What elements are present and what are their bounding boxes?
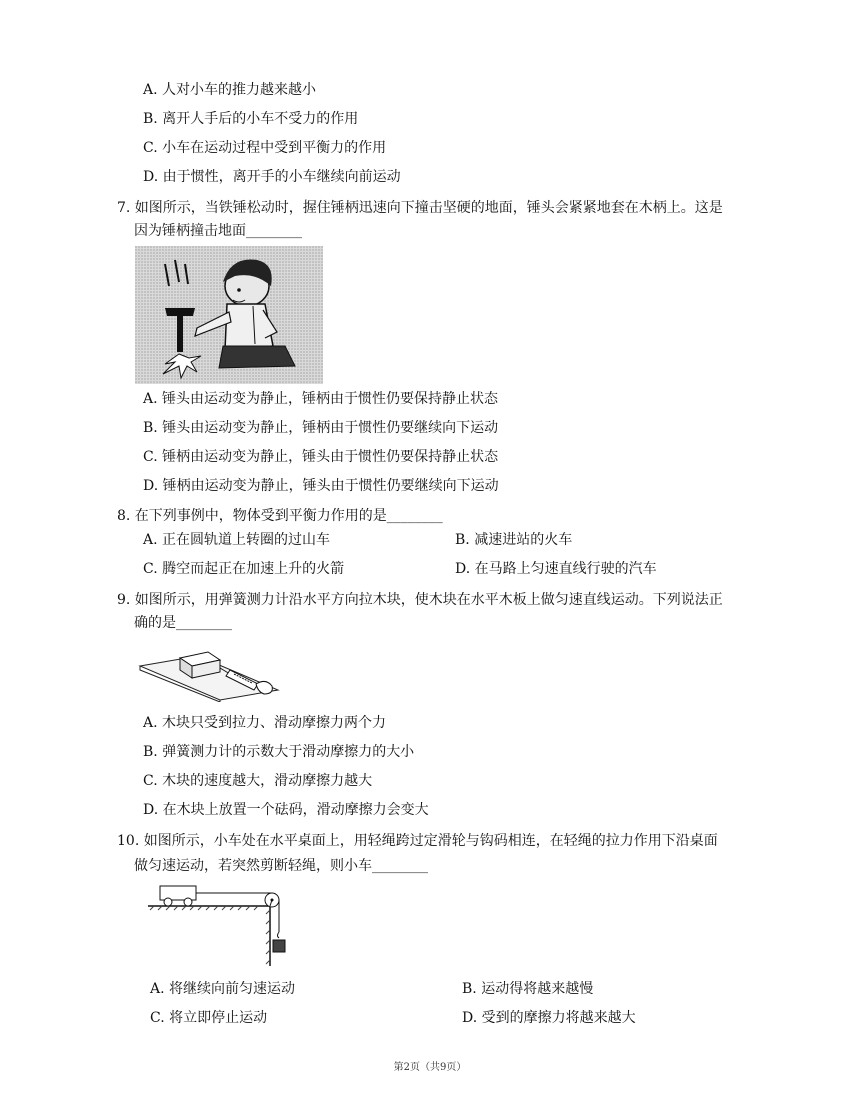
q10-option-c: C. 将立即停止运动 <box>150 1010 268 1026</box>
q10-option-d: D. 受到的摩擦力将越来越大 <box>462 1010 636 1026</box>
q9-option-b: B. 弹簧测力计的示数大于滑动摩擦力的大小 <box>143 744 415 760</box>
q6-option-b: B. 离开人手后的小车不受力的作用 <box>143 111 359 127</box>
page-footer: 第2页（共9页） <box>393 1062 467 1073</box>
q7-option-c: C. 锤柄由运动变为静止，锤头由于惯性仍要保持静止状态 <box>143 449 499 465</box>
q8-stem: 8. 在下列事例中，物体受到平衡力作用的是________ <box>117 508 443 524</box>
q8-option-b: B. 减速进站的火车 <box>455 532 573 548</box>
q10-stem-line2: 做匀速运动，若突然剪断轻绳，则小车________ <box>134 858 428 874</box>
q6-option-a: A. 人对小车的推力越来越小 <box>143 82 317 98</box>
spring-scale-figure <box>138 638 280 702</box>
q6-option-d: D. 由于惯性，离开手的小车继续向前运动 <box>143 169 401 185</box>
q7-stem-line1: 7. 如图所示，当铁锤松动时，握住锤柄迅速向下撞击坚硬的地面，锤头会紧紧地套在木柄上。这是 <box>117 200 723 216</box>
q6-option-c: C. 小车在运动过程中受到平衡力的作用 <box>143 140 387 156</box>
q7-option-b: B. 锤头由运动变为静止，锤柄由于惯性仍要继续向下运动 <box>143 420 499 436</box>
q10-stem-line1: 10. 如图所示，小车处在水平桌面上，用轻绳跨过定滑轮与钩码相连，在轻绳的拉力作用下沿桌面 <box>117 833 718 849</box>
q9-stem-line2: 确的是________ <box>134 615 232 631</box>
q10-option-b: B. 运动得将越来越慢 <box>462 981 594 997</box>
q9-stem-line1: 9. 如图所示，用弹簧测力计沿水平方向拉木块，使木块在水平木板上做匀速直线运动。下列说法正 <box>117 592 723 608</box>
q9-option-c: C. 木块的速度越大，滑动摩擦力越大 <box>143 773 373 789</box>
q9-option-a: A. 木块只受到拉力、滑动摩擦力两个力 <box>143 715 387 731</box>
q7-option-d: D. 锤柄由运动变为静止，锤头由于惯性仍要继续向下运动 <box>143 478 499 494</box>
q8-option-d: D. 在马路上匀速直线行驶的汽车 <box>455 561 657 577</box>
pulley-cart-figure <box>146 880 286 968</box>
q7-option-a: A. 锤头由运动变为静止，锤柄由于惯性仍要保持静止状态 <box>143 391 499 407</box>
q8-option-c: C. 腾空而起正在加速上升的火箭 <box>143 561 345 577</box>
hammer-figure <box>135 246 323 384</box>
q10-option-a: A. 将继续向前匀速运动 <box>150 981 296 997</box>
q9-option-d: D. 在木块上放置一个砝码，滑动摩擦力会变大 <box>143 802 429 818</box>
q8-option-a: A. 正在圆轨道上转圈的过山车 <box>143 532 331 548</box>
q7-stem-line2: 因为锤柄撞击地面________ <box>134 223 302 239</box>
